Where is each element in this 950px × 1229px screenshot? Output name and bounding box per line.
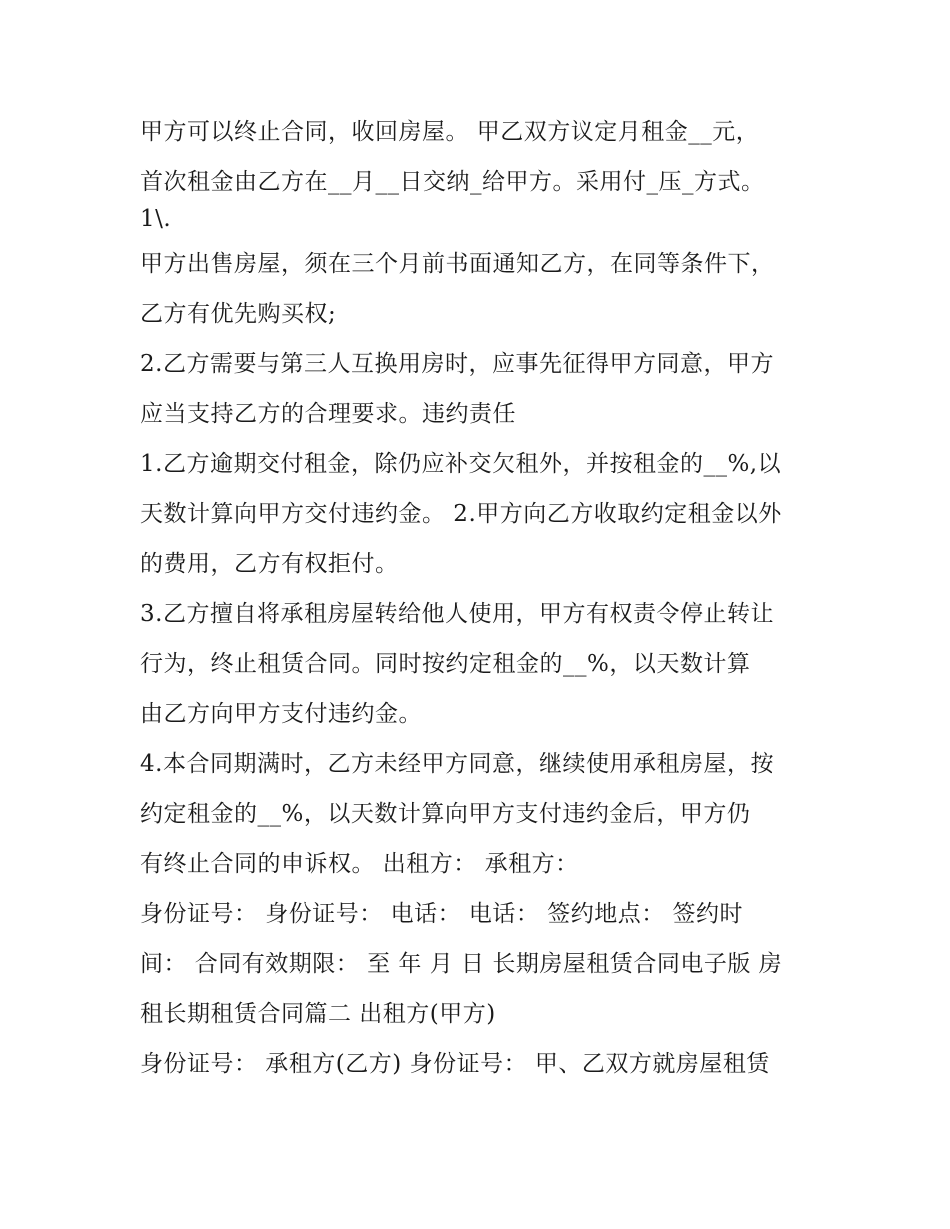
text-line: 2.乙方需要与第三人互换用房时，应事先征得甲方同意，甲方 xyxy=(140,351,774,377)
text-line: 租长期租赁合同篇二 出租方(甲方) xyxy=(140,1001,496,1027)
text-line: 天数计算向甲方交付违约金。 2.甲方向乙方收取约定租金以外 xyxy=(140,501,782,527)
text-line: 应当支持乙方的合理要求。违约责任 xyxy=(140,401,516,427)
text-line: 首次租金由乙方在__月__日交纳_给甲方。采用付_压_方式。 xyxy=(140,169,765,195)
text-line: 的费用，乙方有权拒付。 xyxy=(140,551,399,577)
text-line: 1\. xyxy=(140,206,172,232)
text-line: 身份证号： 身份证号： 电话： 电话： 签约地点： 签约时 xyxy=(140,901,744,927)
text-line: 行为，终止租赁合同。同时按约定租金的__%，以天数计算 xyxy=(140,651,751,677)
text-line: 有终止合同的申诉权。 出租方： 承租方： xyxy=(140,851,579,877)
text-line: 4.本合同期满时，乙方未经甲方同意，继续使用承租房屋，按 xyxy=(140,751,774,777)
text-line: 间： 合同有效期限： 至 年 月 日 长期房屋租赁合同电子版 房 xyxy=(140,951,783,977)
text-line: 乙方有优先购买权; xyxy=(140,301,337,327)
document-body xyxy=(140,107,820,1089)
text-line: 由乙方向甲方支付违约金。 xyxy=(140,701,422,727)
text-line: 1.乙方逾期交付租金，除仍应补交欠租外，并按租金的__%,以 xyxy=(140,451,782,477)
text-line: 约定租金的__%，以天数计算向甲方支付违约金后，甲方仍 xyxy=(140,801,751,827)
text-line: 身份证号： 承租方(乙方) 身份证号： 甲、乙双方就房屋租赁 xyxy=(140,1051,770,1077)
text-line: 甲方出售房屋，须在三个月前书面通知乙方，在同等条件下， xyxy=(140,251,775,277)
text-line: 甲方可以终止合同，收回房屋。 甲乙双方议定月租金__元， xyxy=(140,119,760,145)
text-line: 3.乙方擅自将承租房屋转给他人使用，甲方有权责令停止转让 xyxy=(140,601,774,627)
